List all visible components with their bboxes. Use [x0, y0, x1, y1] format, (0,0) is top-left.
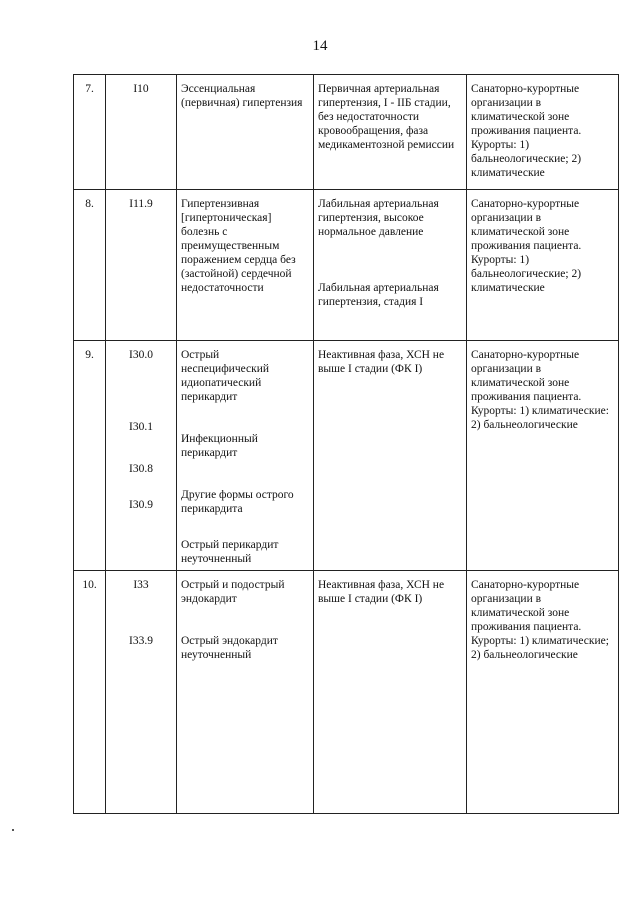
icd-code-cell — [106, 571, 177, 814]
condition-text: Неактивная фаза, ХСН не выше I стадии (ФК I) — [318, 349, 445, 375]
disease-cell — [177, 571, 314, 814]
icd-code: I30.0 — [129, 349, 153, 361]
disease-name: Эссенциальная (первичная) гипертензия — [181, 83, 303, 109]
condition-cell — [314, 75, 467, 190]
condition-cell — [314, 341, 467, 571]
row-number: 10. — [74, 571, 106, 814]
treatment-text: Санаторно-курортные организации в климатической зоне проживания пациента. Курорты: 1) климатические; 2) бальнеологические — [471, 579, 609, 661]
disease-name: Гипертензивная [гипертоническая] болезнь с преимущественным поражением сердца без (застойной) сердечной недостаточности — [181, 198, 296, 294]
disease-cell — [177, 190, 314, 341]
treatment-cell — [467, 571, 619, 814]
icd-code-cell — [106, 190, 177, 341]
icd-code: I30.8 — [129, 463, 153, 475]
icd-code: I33.9 — [129, 635, 153, 647]
treatment-cell — [467, 190, 619, 341]
icd-code: I33 — [133, 579, 149, 591]
table-row — [74, 341, 619, 571]
sanatorium-indications-table — [73, 74, 619, 814]
condition-cell — [314, 571, 467, 814]
disease-name: Острый перикардит неуточненный — [181, 539, 279, 565]
icd-code: I30.9 — [129, 499, 153, 511]
row-number: 8. — [74, 190, 106, 341]
page-number: 14 — [312, 38, 328, 54]
disease-name: Другие формы острого перикардита — [181, 489, 294, 515]
icd-code: I11.9 — [129, 198, 153, 210]
disease-name: Острый неспецифический идиопатический перикардит — [181, 349, 269, 403]
icd-code: I10 — [133, 83, 149, 95]
disease-name: Острый и подострый эндокардит — [181, 579, 285, 605]
disease-cell — [177, 75, 314, 190]
treatment-cell — [467, 75, 619, 190]
scan-speck — [12, 829, 14, 831]
condition-text: Неактивная фаза, ХСН не выше I стадии (ФК I) — [318, 579, 445, 605]
disease-name: Инфекционный перикардит — [181, 433, 258, 459]
disease-cell — [177, 341, 314, 571]
condition-cell — [314, 190, 467, 341]
treatment-text: Санаторно-курортные организации в климатической зоне проживания пациента. Курорты: 1) бальнеологические; 2) климатические — [471, 198, 582, 294]
condition-text: Лабильная артериальная гипертензия, высокое нормальное давление — [318, 198, 439, 238]
icd-code-cell — [106, 75, 177, 190]
row-number: 9. — [74, 341, 106, 571]
treatment-text: Санаторно-курортные организации в климатической зоне проживания пациента. Курорты: 1) климатические: 2) бальнеологические — [471, 349, 609, 431]
treatment-cell — [467, 341, 619, 571]
condition-text: Первичная артериальная гипертензия, I - IIБ стадии, без недостаточности кровообращения, фаза медикаментозной ремиссии — [318, 83, 455, 151]
table-row — [74, 75, 619, 190]
row-number: 7. — [74, 75, 106, 190]
table-row — [74, 571, 619, 814]
treatment-text: Санаторно-курортные организации в климатической зоне проживания пациента. Курорты: 1) бальнеологические; 2) климатические — [471, 83, 582, 179]
icd-code: I30.1 — [129, 421, 153, 433]
disease-name: Острый эндокардит неуточненный — [181, 635, 278, 661]
icd-code-cell — [106, 341, 177, 571]
table-row — [74, 190, 619, 341]
condition-text: Лабильная артериальная гипертензия, стадия I — [318, 282, 439, 308]
